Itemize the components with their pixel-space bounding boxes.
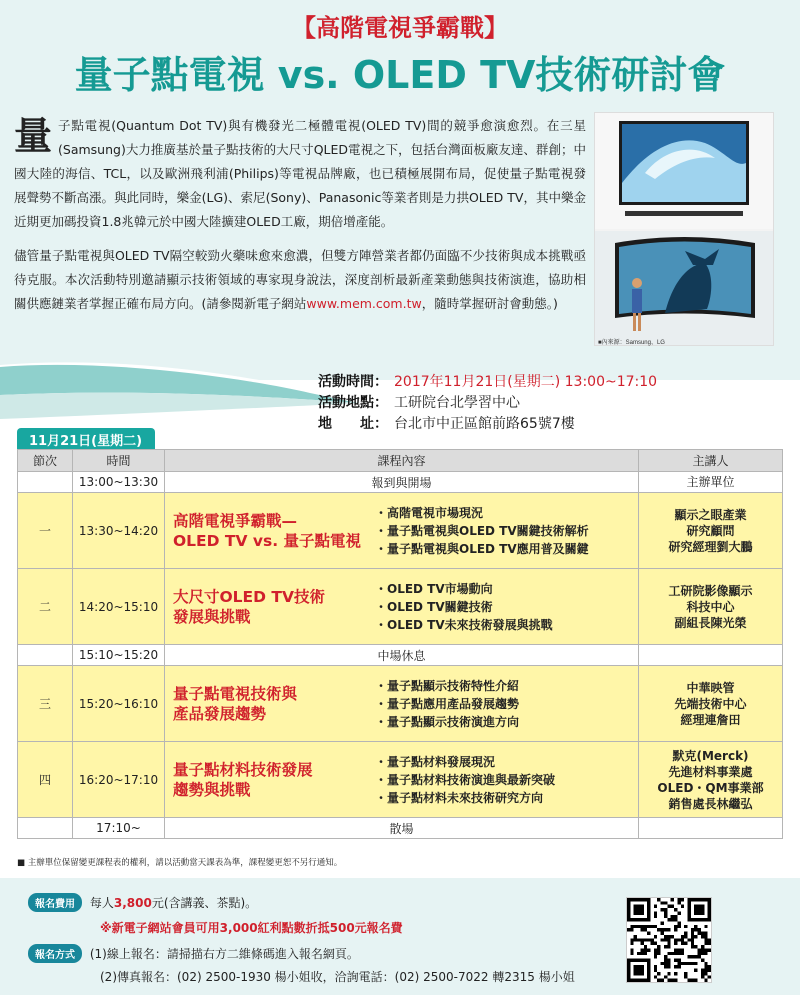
event-time-row bbox=[318, 372, 657, 393]
session-no bbox=[18, 818, 73, 839]
session-topic: ・OLED TV關鍵技術 bbox=[375, 599, 493, 614]
intro-paragraph-2-text-b: ，隨時掌握研討會動態。) bbox=[421, 296, 558, 311]
event-time-label: 活動時間： bbox=[318, 374, 388, 390]
session-topic: ・量子點應用產品發展趨勢 bbox=[375, 696, 520, 711]
session-topic: ・量子點材料發展現況 bbox=[375, 754, 496, 769]
session-speaker: 顯示之眼產業 研究顧問 研究經理劉大鵬 bbox=[639, 493, 783, 569]
fee-badge: 報名費用 bbox=[28, 893, 82, 912]
photo-credit: ■內來源：Samsung、LG bbox=[598, 340, 665, 346]
session-no bbox=[18, 645, 73, 666]
table-row bbox=[18, 569, 783, 645]
event-title: 量子點電視 vs. OLED TV技術研討會 bbox=[74, 53, 726, 97]
session-speaker bbox=[639, 645, 783, 666]
tv-product-image bbox=[594, 112, 774, 346]
session-topic: ・量子點顯示技術特性介紹 bbox=[375, 678, 520, 693]
event-address-value: 台北市中正區館前路65號7樓 bbox=[394, 416, 575, 432]
session-content bbox=[165, 493, 639, 569]
table-row bbox=[18, 666, 783, 742]
method-row bbox=[28, 944, 359, 963]
session-time: 15:20~16:10 bbox=[73, 666, 165, 742]
member-note-text: ※新電子網站會員可用3,000紅利點數折抵500元報名費 bbox=[100, 921, 403, 935]
session-topic: ・量子點電視與OLED TV應用普及關鍵 bbox=[375, 541, 589, 556]
session-speaker bbox=[639, 818, 783, 839]
table-row bbox=[18, 472, 783, 493]
session-time: 13:00~13:30 bbox=[73, 472, 165, 493]
drop-cap: 量 bbox=[14, 114, 53, 158]
method-online: (1)線上報名：請掃描右方二維條碼進入報名網頁。 bbox=[89, 947, 359, 961]
session-no: 二 bbox=[18, 569, 73, 645]
session-content: 報到與開場 bbox=[165, 472, 639, 493]
event-address-label: 地 址： bbox=[318, 416, 388, 432]
event-subtitle: 【高階電視爭霸戰】 bbox=[292, 14, 508, 42]
session-no bbox=[18, 472, 73, 493]
session-content bbox=[165, 742, 639, 818]
method-badge: 報名方式 bbox=[28, 944, 82, 963]
table-row bbox=[18, 493, 783, 569]
qr-code-icon[interactable] bbox=[626, 897, 712, 983]
fee-row bbox=[28, 893, 257, 912]
session-time: 16:20~17:10 bbox=[73, 742, 165, 818]
session-time: 13:30~14:20 bbox=[73, 493, 165, 569]
header-content: 課程內容 bbox=[165, 450, 639, 472]
session-topic: ・OLED TV市場動向 bbox=[375, 581, 493, 596]
method-fax bbox=[100, 968, 575, 985]
fee-text-b: 元(含講義、茶點)。 bbox=[151, 896, 258, 910]
session-topics bbox=[375, 504, 638, 558]
session-topic: ・高階電視市場現況 bbox=[375, 505, 484, 520]
session-content bbox=[165, 569, 639, 645]
schedule-header-row bbox=[18, 450, 783, 472]
fee-text-a: 每人 bbox=[89, 896, 114, 910]
session-time: 15:10~15:20 bbox=[73, 645, 165, 666]
session-no: 四 bbox=[18, 742, 73, 818]
event-time-value: 2017年11月21日(星期二) 13:00~17:10 bbox=[394, 374, 658, 390]
session-title: 量子點材料技術發展 趨勢與挑戰 bbox=[173, 760, 313, 799]
session-topic: ・量子點材料技術演進與最新突破 bbox=[375, 772, 556, 787]
session-topic: ・量子點顯示技術演進方向 bbox=[375, 714, 520, 729]
website-link[interactable]: www.mem.com.tw bbox=[306, 296, 422, 311]
intro-text bbox=[14, 114, 586, 326]
header-session-no: 節次 bbox=[18, 450, 73, 472]
header-speaker: 主講人 bbox=[639, 450, 783, 472]
table-row bbox=[18, 818, 783, 839]
event-address-row bbox=[318, 414, 657, 435]
intro-paragraph-2 bbox=[14, 244, 586, 316]
event-info bbox=[318, 372, 657, 435]
session-speaker: 工研院影像顯示 科技中心 副組長陳光榮 bbox=[639, 569, 783, 645]
member-note bbox=[100, 919, 403, 936]
session-title: 量子點電視技術與 產品發展趨勢 bbox=[173, 684, 298, 723]
session-topic: ・量子點材料未來技術研究方向 bbox=[375, 790, 544, 805]
schedule-body bbox=[18, 472, 783, 839]
session-topic: ・量子點電視與OLED TV關鍵技術解析 bbox=[375, 523, 589, 538]
intro-paragraph-1 bbox=[14, 114, 586, 234]
session-speaker: 默克(Merck) 先進材料事業處 OLED・QM事業部 銷售處長林繼弘 bbox=[639, 742, 783, 818]
session-title: 大尺寸OLED TV技術 發展與挑戰 bbox=[173, 587, 325, 626]
session-topic: ・OLED TV未來技術發展與挑戰 bbox=[375, 617, 553, 632]
session-speaker: 主辦單位 bbox=[639, 472, 783, 493]
intro-paragraph-2-text-a: 儘管量子點電視與OLED TV隔空較勁火藥味愈來愈濃，但雙方陣營業者都仍面臨不少技術與成本挑戰亟待克服。本次活動特別邀請顯示技術領域的專家現身說法，深度剖析最新產業動態與技術演進，協助相關供應鏈業者掌握正確布局方向。(請參閱新電子網站 bbox=[14, 248, 586, 311]
event-place-label: 活動地點： bbox=[318, 395, 388, 411]
intro-paragraph-1-text: 子點電視(Quantum Dot TV)與有機發光二極體電視(OLED TV)間的競爭愈演愈烈。在三星(Samsung)大力推廣基於量子點技術的大尺寸QLED電視之下，包括台灣面板廠友達、群創；中國大陸的海信、TCL，以及歐洲飛利浦(Philips)等電視品牌廠，也已積極展開布局，促使量子點電視發展聲勢不斷高漲。與此同時，樂金(LG)、索尼(Sony)、Panasonic等業者則是力拱OLED TV，其中樂金近期更加碼投資1.8兆韓元於中國大陸擴建OLED工廠，期倍增產能。 bbox=[14, 118, 586, 229]
fee-amount: 3,800 bbox=[113, 896, 152, 910]
table-row bbox=[18, 645, 783, 666]
schedule-table bbox=[17, 449, 783, 839]
session-content: 中場休息 bbox=[165, 645, 639, 666]
tv-illustration-icon bbox=[595, 113, 773, 345]
session-topics bbox=[375, 753, 638, 807]
schedule-note: ■ 主辦單位保留變更課程表的權利，請以活動當天課表為準，課程變更恕不另行通知。 bbox=[17, 858, 343, 868]
session-topics bbox=[375, 677, 638, 731]
session-speaker: 中華映管 先端技術中心 經理連詹田 bbox=[639, 666, 783, 742]
session-content bbox=[165, 666, 639, 742]
session-content: 散場 bbox=[165, 818, 639, 839]
session-no: 一 bbox=[18, 493, 73, 569]
session-title: 高階電視爭霸戰— OLED TV vs. 量子點電視 bbox=[173, 511, 361, 550]
method-fax-text: (2)傳真報名：(02) 2500-1930 楊小姐收，洽詢電話：(02) 2500-7022 轉2315 楊小姐 bbox=[100, 970, 575, 984]
session-topics bbox=[375, 580, 638, 634]
session-time: 14:20~15:10 bbox=[73, 569, 165, 645]
table-row bbox=[18, 742, 783, 818]
event-place-row bbox=[318, 393, 657, 414]
header-time: 時間 bbox=[73, 450, 165, 472]
schedule-date-tab: 11月21日(星期二) bbox=[17, 428, 155, 449]
session-time: 17:10~ bbox=[73, 818, 165, 839]
event-place-value: 工研院台北學習中心 bbox=[394, 395, 520, 411]
session-no: 三 bbox=[18, 666, 73, 742]
